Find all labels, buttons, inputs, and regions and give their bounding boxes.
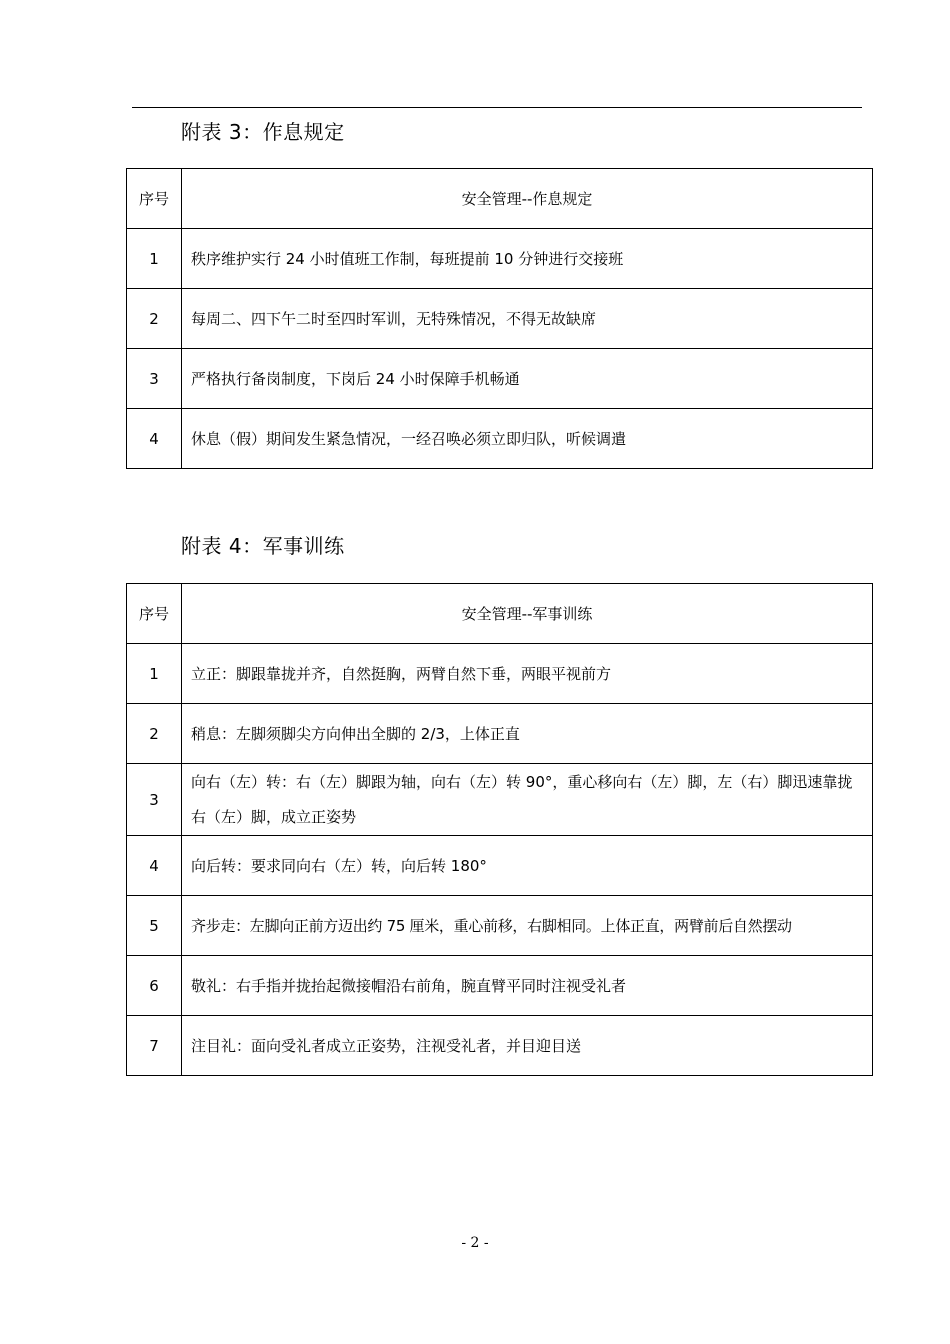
row-text: 向后转：要求同向右（左）转，向后转 180° xyxy=(182,836,873,896)
row-text: 稍息：左脚须脚尖方向伸出全脚的 2/3，上体正直 xyxy=(182,704,873,764)
row-index: 3 xyxy=(127,764,182,836)
column-header-index: 序号 xyxy=(127,584,182,644)
row-text: 注目礼：面向受礼者成立正姿势，注视受礼者，并目迎目送 xyxy=(182,1016,873,1076)
table-row xyxy=(127,229,873,289)
row-text: 休息（假）期间发生紧急情况，一经召唤必须立即归队，听候调遣 xyxy=(182,409,873,469)
page-number: - 2 - xyxy=(461,1235,489,1251)
row-text: 秩序维护实行 24 小时值班工作制，每班提前 10 分钟进行交接班 xyxy=(182,229,873,289)
table4-military-training xyxy=(126,583,873,1076)
row-text: 严格执行备岗制度，下岗后 24 小时保障手机畅通 xyxy=(182,349,873,409)
table-row xyxy=(127,956,873,1016)
table3-schedule-rules xyxy=(126,168,873,469)
row-text: 每周二、四下午二时至四时军训，无特殊情况，不得无故缺席 xyxy=(182,289,873,349)
table-row xyxy=(127,409,873,469)
table3-caption: 附表 3：作息规定 xyxy=(181,120,345,144)
row-text: 向右（左）转：右（左）脚跟为轴，向右（左）转 90°，重心移向右（左）脚，左（右）脚迅速靠拢右（左）脚，成立正姿势 xyxy=(182,764,873,836)
column-header-title: 安全管理--作息规定 xyxy=(182,169,873,229)
row-text: 立正：脚跟靠拢并齐，自然挺胸，两臂自然下垂，两眼平视前方 xyxy=(182,644,873,704)
table-row xyxy=(127,1016,873,1076)
table-header-row xyxy=(127,584,873,644)
row-index: 4 xyxy=(127,836,182,896)
row-index: 7 xyxy=(127,1016,182,1076)
table-row xyxy=(127,764,873,836)
row-index: 1 xyxy=(127,229,182,289)
table-row xyxy=(127,896,873,956)
row-index: 4 xyxy=(127,409,182,469)
row-index: 2 xyxy=(127,704,182,764)
table-header-row xyxy=(127,169,873,229)
table-row xyxy=(127,704,873,764)
row-index: 5 xyxy=(127,896,182,956)
row-index: 6 xyxy=(127,956,182,1016)
table-row xyxy=(127,644,873,704)
column-header-index: 序号 xyxy=(127,169,182,229)
row-index: 2 xyxy=(127,289,182,349)
table4-caption: 附表 4：军事训练 xyxy=(181,534,345,558)
column-header-title: 安全管理--军事训练 xyxy=(182,584,873,644)
table-row xyxy=(127,836,873,896)
table-row xyxy=(127,349,873,409)
row-index: 1 xyxy=(127,644,182,704)
row-text: 齐步走：左脚向正前方迈出约 75 厘米，重心前移，右脚相同。上体正直，两臂前后自然摆动 xyxy=(182,896,873,956)
table-row xyxy=(127,289,873,349)
row-index: 3 xyxy=(127,349,182,409)
row-text: 敬礼：右手指并拢抬起微接帽沿右前角，腕直臂平同时注视受礼者 xyxy=(182,956,873,1016)
header-rule xyxy=(132,107,862,108)
